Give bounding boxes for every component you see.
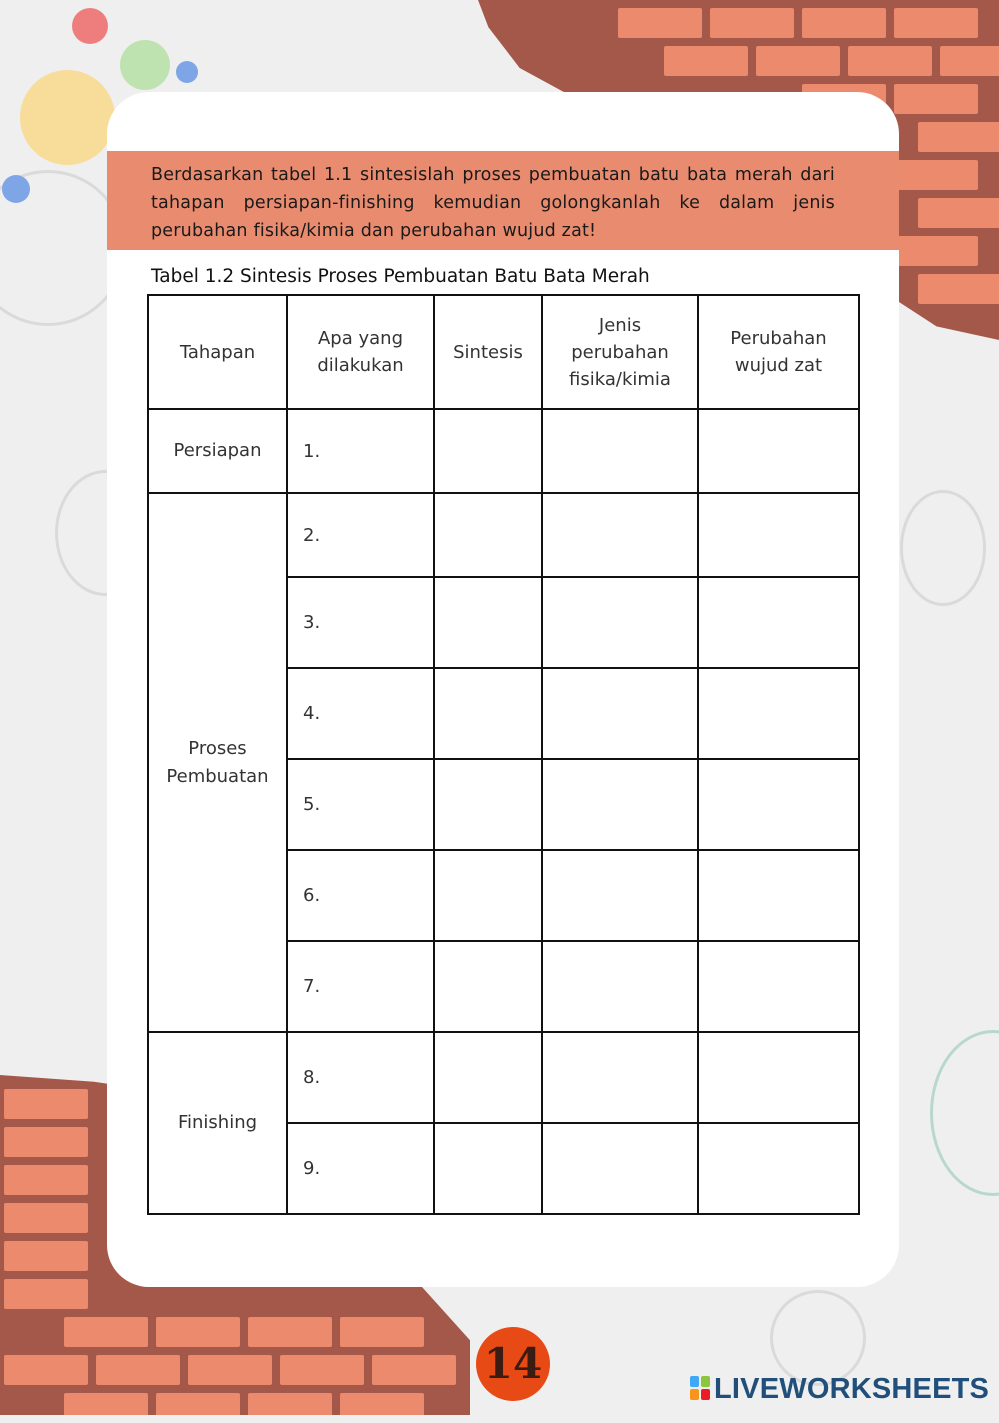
brick xyxy=(248,1317,332,1347)
row-number: 6. xyxy=(287,850,434,941)
synthesis-table xyxy=(147,294,860,1215)
brick xyxy=(372,1355,456,1385)
stage-persiapan: Persiapan xyxy=(148,409,287,493)
row-number: 1. xyxy=(287,409,434,493)
header-tahapan: Tahapan xyxy=(148,295,287,409)
row-number: 4. xyxy=(287,668,434,759)
header-jenis-perubahan: Jenis perubahan fisika/kimia xyxy=(542,295,698,409)
header-apa-yang-dilakukan: Apa yang dilakukan xyxy=(287,295,434,409)
brick xyxy=(156,1317,240,1347)
dna-doodle xyxy=(770,1290,866,1386)
wujud-cell[interactable] xyxy=(698,1032,859,1123)
table-caption: Tabel 1.2 Sintesis Proses Pembuatan Batu Bata Merah xyxy=(151,266,650,287)
brick xyxy=(802,8,886,38)
row-number: 2. xyxy=(287,493,434,577)
brick xyxy=(156,1393,240,1423)
brick xyxy=(4,1089,88,1119)
jenis-cell[interactable] xyxy=(542,1123,698,1214)
sintesis-cell[interactable] xyxy=(434,409,542,493)
brick xyxy=(4,1355,88,1385)
brick xyxy=(340,1393,424,1423)
sintesis-cell[interactable] xyxy=(434,668,542,759)
sintesis-cell[interactable] xyxy=(434,577,542,668)
brick xyxy=(248,1393,332,1423)
wujud-cell[interactable] xyxy=(698,668,859,759)
stage-finishing: Finishing xyxy=(148,1032,287,1214)
molecule-dot xyxy=(176,61,198,83)
jenis-cell[interactable] xyxy=(542,941,698,1032)
stage-proses-pembuatan: Proses Pembuatan xyxy=(148,493,287,1032)
wujud-cell[interactable] xyxy=(698,941,859,1032)
brick xyxy=(918,198,999,228)
page-number: 14 xyxy=(483,1339,543,1388)
molecule-dot xyxy=(72,8,108,44)
brick xyxy=(4,1279,88,1309)
brick xyxy=(340,1317,424,1347)
instruction-text: Berdasarkan tabel 1.1 sintesislah proses pembuatan batu bata merah dari tahapan persiapan-finishing kemudian golongkanlah ke dalam jenis perubahan fisika/kimia dan perubahan wujud zat! xyxy=(151,165,835,241)
sintesis-cell[interactable] xyxy=(434,1123,542,1214)
brick xyxy=(280,1355,364,1385)
brick xyxy=(918,122,999,152)
jenis-cell[interactable] xyxy=(542,850,698,941)
jenis-cell[interactable] xyxy=(542,577,698,668)
molecule-dot xyxy=(2,175,30,203)
sintesis-cell[interactable] xyxy=(434,1032,542,1123)
wujud-cell[interactable] xyxy=(698,493,859,577)
sintesis-cell[interactable] xyxy=(434,850,542,941)
sintesis-cell[interactable] xyxy=(434,759,542,850)
table-header-row xyxy=(148,295,859,409)
brick xyxy=(4,1203,88,1233)
test-tube-icon xyxy=(120,40,170,90)
brick xyxy=(756,46,840,76)
header-perubahan-wujud: Perubahan wujud zat xyxy=(698,295,859,409)
jenis-cell[interactable] xyxy=(542,759,698,850)
row-number: 7. xyxy=(287,941,434,1032)
wujud-cell[interactable] xyxy=(698,1123,859,1214)
dna-doodle xyxy=(930,1030,999,1196)
wujud-cell[interactable] xyxy=(698,850,859,941)
jenis-cell[interactable] xyxy=(542,1032,698,1123)
row-number: 5. xyxy=(287,759,434,850)
flask-icon xyxy=(20,70,115,165)
brick xyxy=(64,1393,148,1423)
liveworksheets-brand[interactable]: LIVEWORKSHEETS xyxy=(714,1373,990,1405)
brick xyxy=(64,1317,148,1347)
brick xyxy=(894,8,978,38)
wujud-cell[interactable] xyxy=(698,409,859,493)
sintesis-cell[interactable] xyxy=(434,493,542,577)
row-number: 3. xyxy=(287,577,434,668)
brick xyxy=(940,46,999,76)
brick xyxy=(188,1355,272,1385)
brick xyxy=(918,274,999,304)
jenis-cell[interactable] xyxy=(542,409,698,493)
header-sintesis: Sintesis xyxy=(434,295,542,409)
brick xyxy=(4,1127,88,1157)
brick xyxy=(894,84,978,114)
table-row xyxy=(148,409,859,493)
wujud-cell[interactable] xyxy=(698,759,859,850)
row-number: 9. xyxy=(287,1123,434,1214)
brick xyxy=(894,160,978,190)
sintesis-cell[interactable] xyxy=(434,941,542,1032)
table-row xyxy=(148,493,859,577)
brick xyxy=(4,1241,88,1271)
wujud-cell[interactable] xyxy=(698,577,859,668)
brick xyxy=(848,46,932,76)
bulb-doodle xyxy=(900,490,986,606)
brick xyxy=(618,8,702,38)
brick xyxy=(664,46,748,76)
brick xyxy=(894,236,978,266)
jenis-cell[interactable] xyxy=(542,493,698,577)
liveworksheets-logo-icon xyxy=(690,1376,710,1400)
row-number: 8. xyxy=(287,1032,434,1123)
table-row xyxy=(148,1032,859,1123)
brick xyxy=(96,1355,180,1385)
jenis-cell[interactable] xyxy=(542,668,698,759)
brick xyxy=(4,1165,88,1195)
brick xyxy=(710,8,794,38)
